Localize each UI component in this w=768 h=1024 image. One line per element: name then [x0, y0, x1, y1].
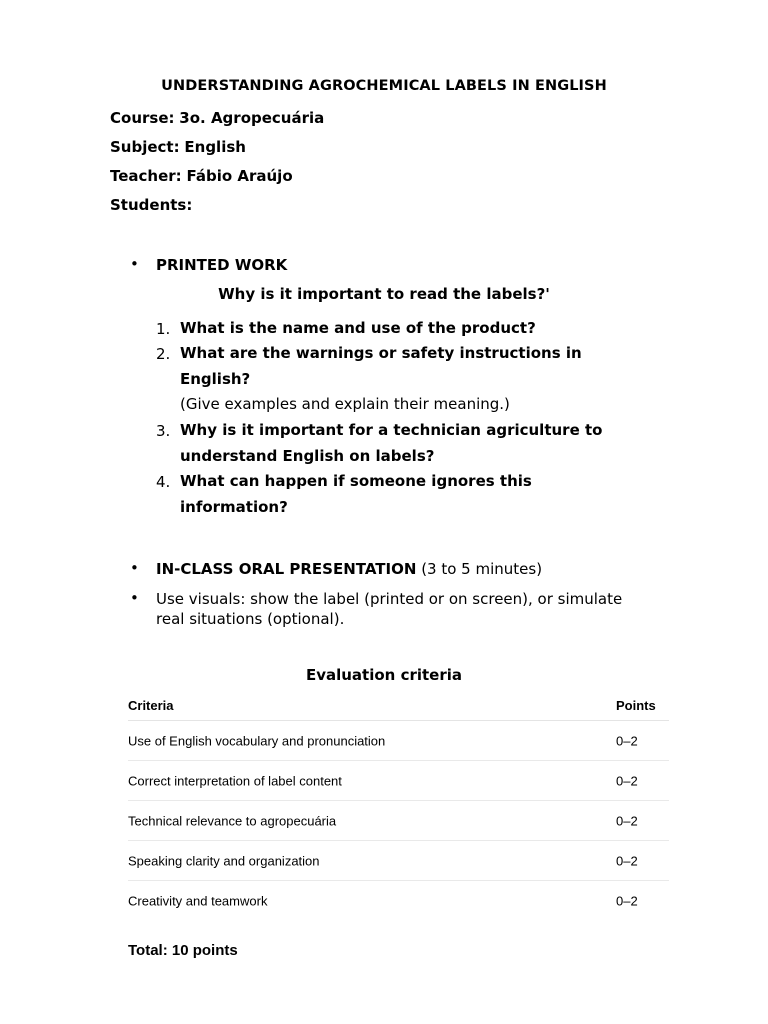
students-line	[110, 196, 192, 214]
table-row	[128, 801, 669, 841]
course-value: 3o. Agropecuária	[179, 109, 325, 127]
table-row	[128, 761, 669, 801]
bullet-icon: •	[130, 255, 139, 273]
table-row	[128, 881, 669, 920]
teacher-label: Teacher:	[110, 167, 182, 185]
table-row	[128, 841, 669, 881]
points-cell: 0–2	[616, 733, 638, 748]
course-label: Course:	[110, 109, 175, 127]
points-cell: 0–2	[616, 893, 638, 908]
question-number: 4.	[156, 473, 171, 491]
criteria-cell: Speaking clarity and organization	[128, 853, 320, 868]
question-number: 3.	[156, 422, 171, 440]
question-text: Why is it important for a technician agriculture to	[180, 421, 603, 439]
evaluation-title: Evaluation criteria	[305, 666, 463, 684]
printed-work-heading: PRINTED WORK	[156, 256, 288, 274]
question-text: What is the name and use of the product?	[180, 319, 536, 337]
printed-work-question: Why is it important to read the labels?'	[218, 285, 550, 303]
presentation-heading: IN-CLASS ORAL PRESENTATION	[156, 560, 417, 578]
subject-value: English	[184, 138, 246, 156]
question-number: 1.	[156, 320, 171, 338]
visuals-line: Use visuals: show the label (printed or on screen), or simulate	[156, 590, 623, 608]
points-cell: 0–2	[616, 773, 638, 788]
question-text-cont: English?	[180, 369, 251, 388]
question-text-cont: understand English on labels?	[180, 446, 435, 465]
points-cell: 0–2	[616, 813, 638, 828]
total-points: Total: 10 points	[128, 942, 238, 959]
presentation-line	[156, 559, 542, 579]
points-column-header: Points	[616, 698, 656, 713]
criteria-cell: Correct interpretation of label content	[128, 773, 342, 788]
question-number: 2.	[156, 345, 171, 363]
question-item	[180, 316, 640, 342]
table-header	[128, 690, 669, 721]
question-note: (Give examples and explain their meaning.)	[180, 395, 510, 413]
teacher-line	[110, 167, 293, 185]
document-title: UNDERSTANDING AGROCHEMICAL LABELS IN ENGLISH	[161, 78, 607, 94]
students-label: Students:	[110, 196, 193, 214]
teacher-value: Fábio Araújo	[186, 167, 293, 185]
bullet-icon: •	[130, 589, 139, 607]
visuals-line: real situations (optional).	[156, 610, 345, 628]
evaluation-table	[128, 690, 669, 920]
visuals-text	[156, 589, 656, 629]
question-item	[180, 418, 640, 469]
question-text-cont: information?	[180, 497, 288, 516]
points-cell: 0–2	[616, 853, 638, 868]
criteria-column-header: Criteria	[128, 698, 174, 713]
table-row	[128, 721, 669, 761]
subject-label: Subject:	[110, 138, 180, 156]
question-item	[180, 341, 640, 418]
question-text: What are the warnings or safety instructions in	[180, 344, 582, 362]
criteria-cell: Creativity and teamwork	[128, 893, 268, 908]
criteria-cell: Technical relevance to agropecuária	[128, 813, 337, 828]
question-text: What can happen if someone ignores this	[180, 472, 532, 490]
course-line	[110, 109, 324, 127]
presentation-duration: (3 to 5 minutes)	[421, 560, 543, 578]
subject-line	[110, 138, 246, 156]
criteria-cell: Use of English vocabulary and pronunciation	[128, 733, 386, 748]
bullet-icon: •	[130, 559, 139, 577]
question-item	[180, 469, 640, 520]
